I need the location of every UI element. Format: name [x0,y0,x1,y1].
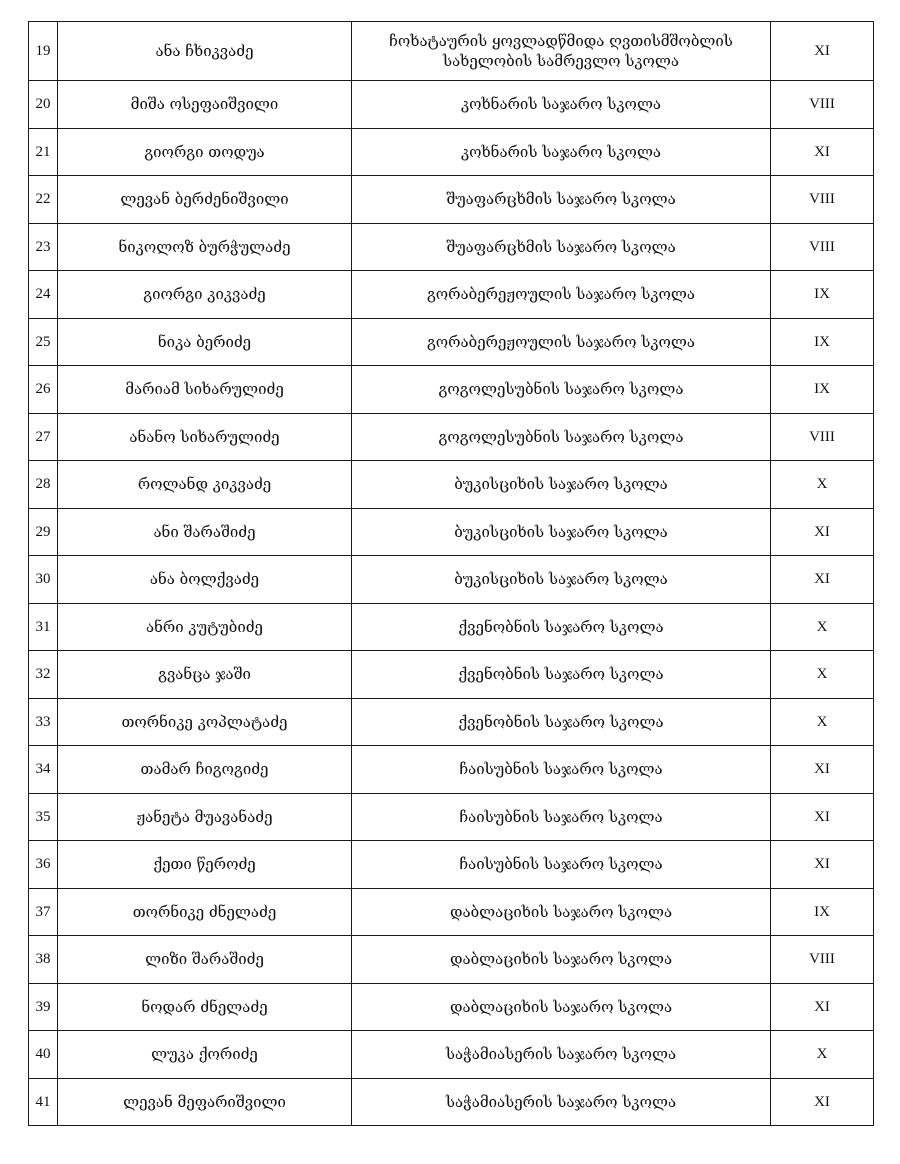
table-row [29,983,874,1031]
grade: X [771,698,874,746]
student-name: თორნიკე კოპლატაძე [58,698,352,746]
student-name: ანი შარაშიძე [58,508,352,556]
grade: XI [771,793,874,841]
student-name: როლანდ კიკვაძე [58,461,352,509]
student-name: მიშა ოსეფაიშვილი [58,81,352,129]
table-row [29,508,874,556]
student-name: მარიამ სიხარულიძე [58,366,352,414]
row-number: 32 [29,651,58,699]
school-name: ბუკისციხის საჯარო სკოლა [352,556,771,604]
table-row [29,888,874,936]
participants-table-body [29,22,874,1126]
school-name: გოგოლესუბნის საჯარო სკოლა [352,413,771,461]
grade: X [771,651,874,699]
row-number: 40 [29,1031,58,1079]
table-row [29,936,874,984]
school-name: ქვენობნის საჯარო სკოლა [352,698,771,746]
table-row [29,793,874,841]
student-name: ანა ბოლქვაძე [58,556,352,604]
table-row [29,746,874,794]
school-name: ჩაისუბნის საჯარო სკოლა [352,793,771,841]
row-number: 31 [29,603,58,651]
grade: XI [771,1078,874,1126]
school-name: ქვენობნის საჯარო სკოლა [352,603,771,651]
table-row [29,318,874,366]
grade: XI [771,556,874,604]
grade: XI [771,841,874,889]
student-name: ანა ჩხიკვაძე [58,22,352,81]
table-row [29,603,874,651]
table-row [29,22,874,81]
row-number: 41 [29,1078,58,1126]
table-row [29,1078,874,1126]
student-name: ანანო სიხარულიძე [58,413,352,461]
participants-table [28,21,874,1126]
school-name: გორაბერეჟოულის საჯარო სკოლა [352,271,771,319]
student-name: ნიკა ბერიძე [58,318,352,366]
student-name: თამარ ჩიგოგიძე [58,746,352,794]
table-row [29,698,874,746]
student-name: ნოდარ ძნელაძე [58,983,352,1031]
row-number: 35 [29,793,58,841]
row-number: 25 [29,318,58,366]
school-name: შუაფარცხმის საჯარო სკოლა [352,223,771,271]
school-name: შუაფარცხმის საჯარო სკოლა [352,176,771,224]
student-name: გიორგი თოდუა [58,128,352,176]
grade: IX [771,888,874,936]
school-name: კოხნარის საჯარო სკოლა [352,128,771,176]
grade: XI [771,128,874,176]
row-number: 23 [29,223,58,271]
student-name: ქეთი წეროძე [58,841,352,889]
school-name: საჭამიასერის საჯარო სკოლა [352,1078,771,1126]
grade: XI [771,746,874,794]
grade: VIII [771,81,874,129]
grade: IX [771,366,874,414]
school-name: გორაბერეჟოულის საჯარო სკოლა [352,318,771,366]
grade: XI [771,22,874,81]
school-name: ჩაისუბნის საჯარო სკოლა [352,746,771,794]
school-name: დაბლაციხის საჯარო სკოლა [352,888,771,936]
table-row [29,841,874,889]
school-name: საჭამიასერის საჯარო სკოლა [352,1031,771,1079]
grade: VIII [771,413,874,461]
row-number: 34 [29,746,58,794]
grade: XI [771,508,874,556]
school-name: ქვენობნის საჯარო სკოლა [352,651,771,699]
grade: VIII [771,936,874,984]
grade: IX [771,318,874,366]
row-number: 22 [29,176,58,224]
grade: X [771,461,874,509]
grade: IX [771,271,874,319]
table-row [29,461,874,509]
grade: XI [771,983,874,1031]
student-name: ლევან მეფარიშვილი [58,1078,352,1126]
student-name: ლიზი შარაშიძე [58,936,352,984]
table-row [29,651,874,699]
school-name: კოხნარის საჯარო სკოლა [352,81,771,129]
table-row [29,556,874,604]
row-number: 24 [29,271,58,319]
table-row [29,366,874,414]
row-number: 26 [29,366,58,414]
row-number: 36 [29,841,58,889]
school-name: ბუკისციხის საჯარო სკოლა [352,461,771,509]
table-row [29,81,874,129]
table-row [29,223,874,271]
school-name: გოგოლესუბნის საჯარო სკოლა [352,366,771,414]
row-number: 19 [29,22,58,81]
grade: VIII [771,223,874,271]
row-number: 39 [29,983,58,1031]
row-number: 28 [29,461,58,509]
school-name: დაბლაციხის საჯარო სკოლა [352,983,771,1031]
row-number: 20 [29,81,58,129]
student-name: ნიკოლოზ ბურჭულაძე [58,223,352,271]
table-row [29,176,874,224]
student-name: გიორგი კიკვაძე [58,271,352,319]
grade: VIII [771,176,874,224]
row-number: 38 [29,936,58,984]
row-number: 21 [29,128,58,176]
school-name: ჩაისუბნის საჯარო სკოლა [352,841,771,889]
school-name: ჩოხატაურის ყოვლადწმიდა ღვთისმშობლის სახელობის სამრევლო სკოლა [352,22,771,81]
school-name: ბუკისციხის საჯარო სკოლა [352,508,771,556]
student-name: თორნიკე ძნელაძე [58,888,352,936]
table-row [29,271,874,319]
student-name: ჟანეტა მუავანაძე [58,793,352,841]
student-name: ლუკა ქორიძე [58,1031,352,1079]
student-name: ლევან ბერძენიშვილი [58,176,352,224]
row-number: 33 [29,698,58,746]
student-name: გვანცა ჯაში [58,651,352,699]
row-number: 37 [29,888,58,936]
grade: X [771,1031,874,1079]
table-row [29,128,874,176]
row-number: 30 [29,556,58,604]
table-row [29,1031,874,1079]
student-name: ანრი კუტუბიძე [58,603,352,651]
school-name: დაბლაციხის საჯარო სკოლა [352,936,771,984]
row-number: 29 [29,508,58,556]
grade: X [771,603,874,651]
table-row [29,413,874,461]
row-number: 27 [29,413,58,461]
